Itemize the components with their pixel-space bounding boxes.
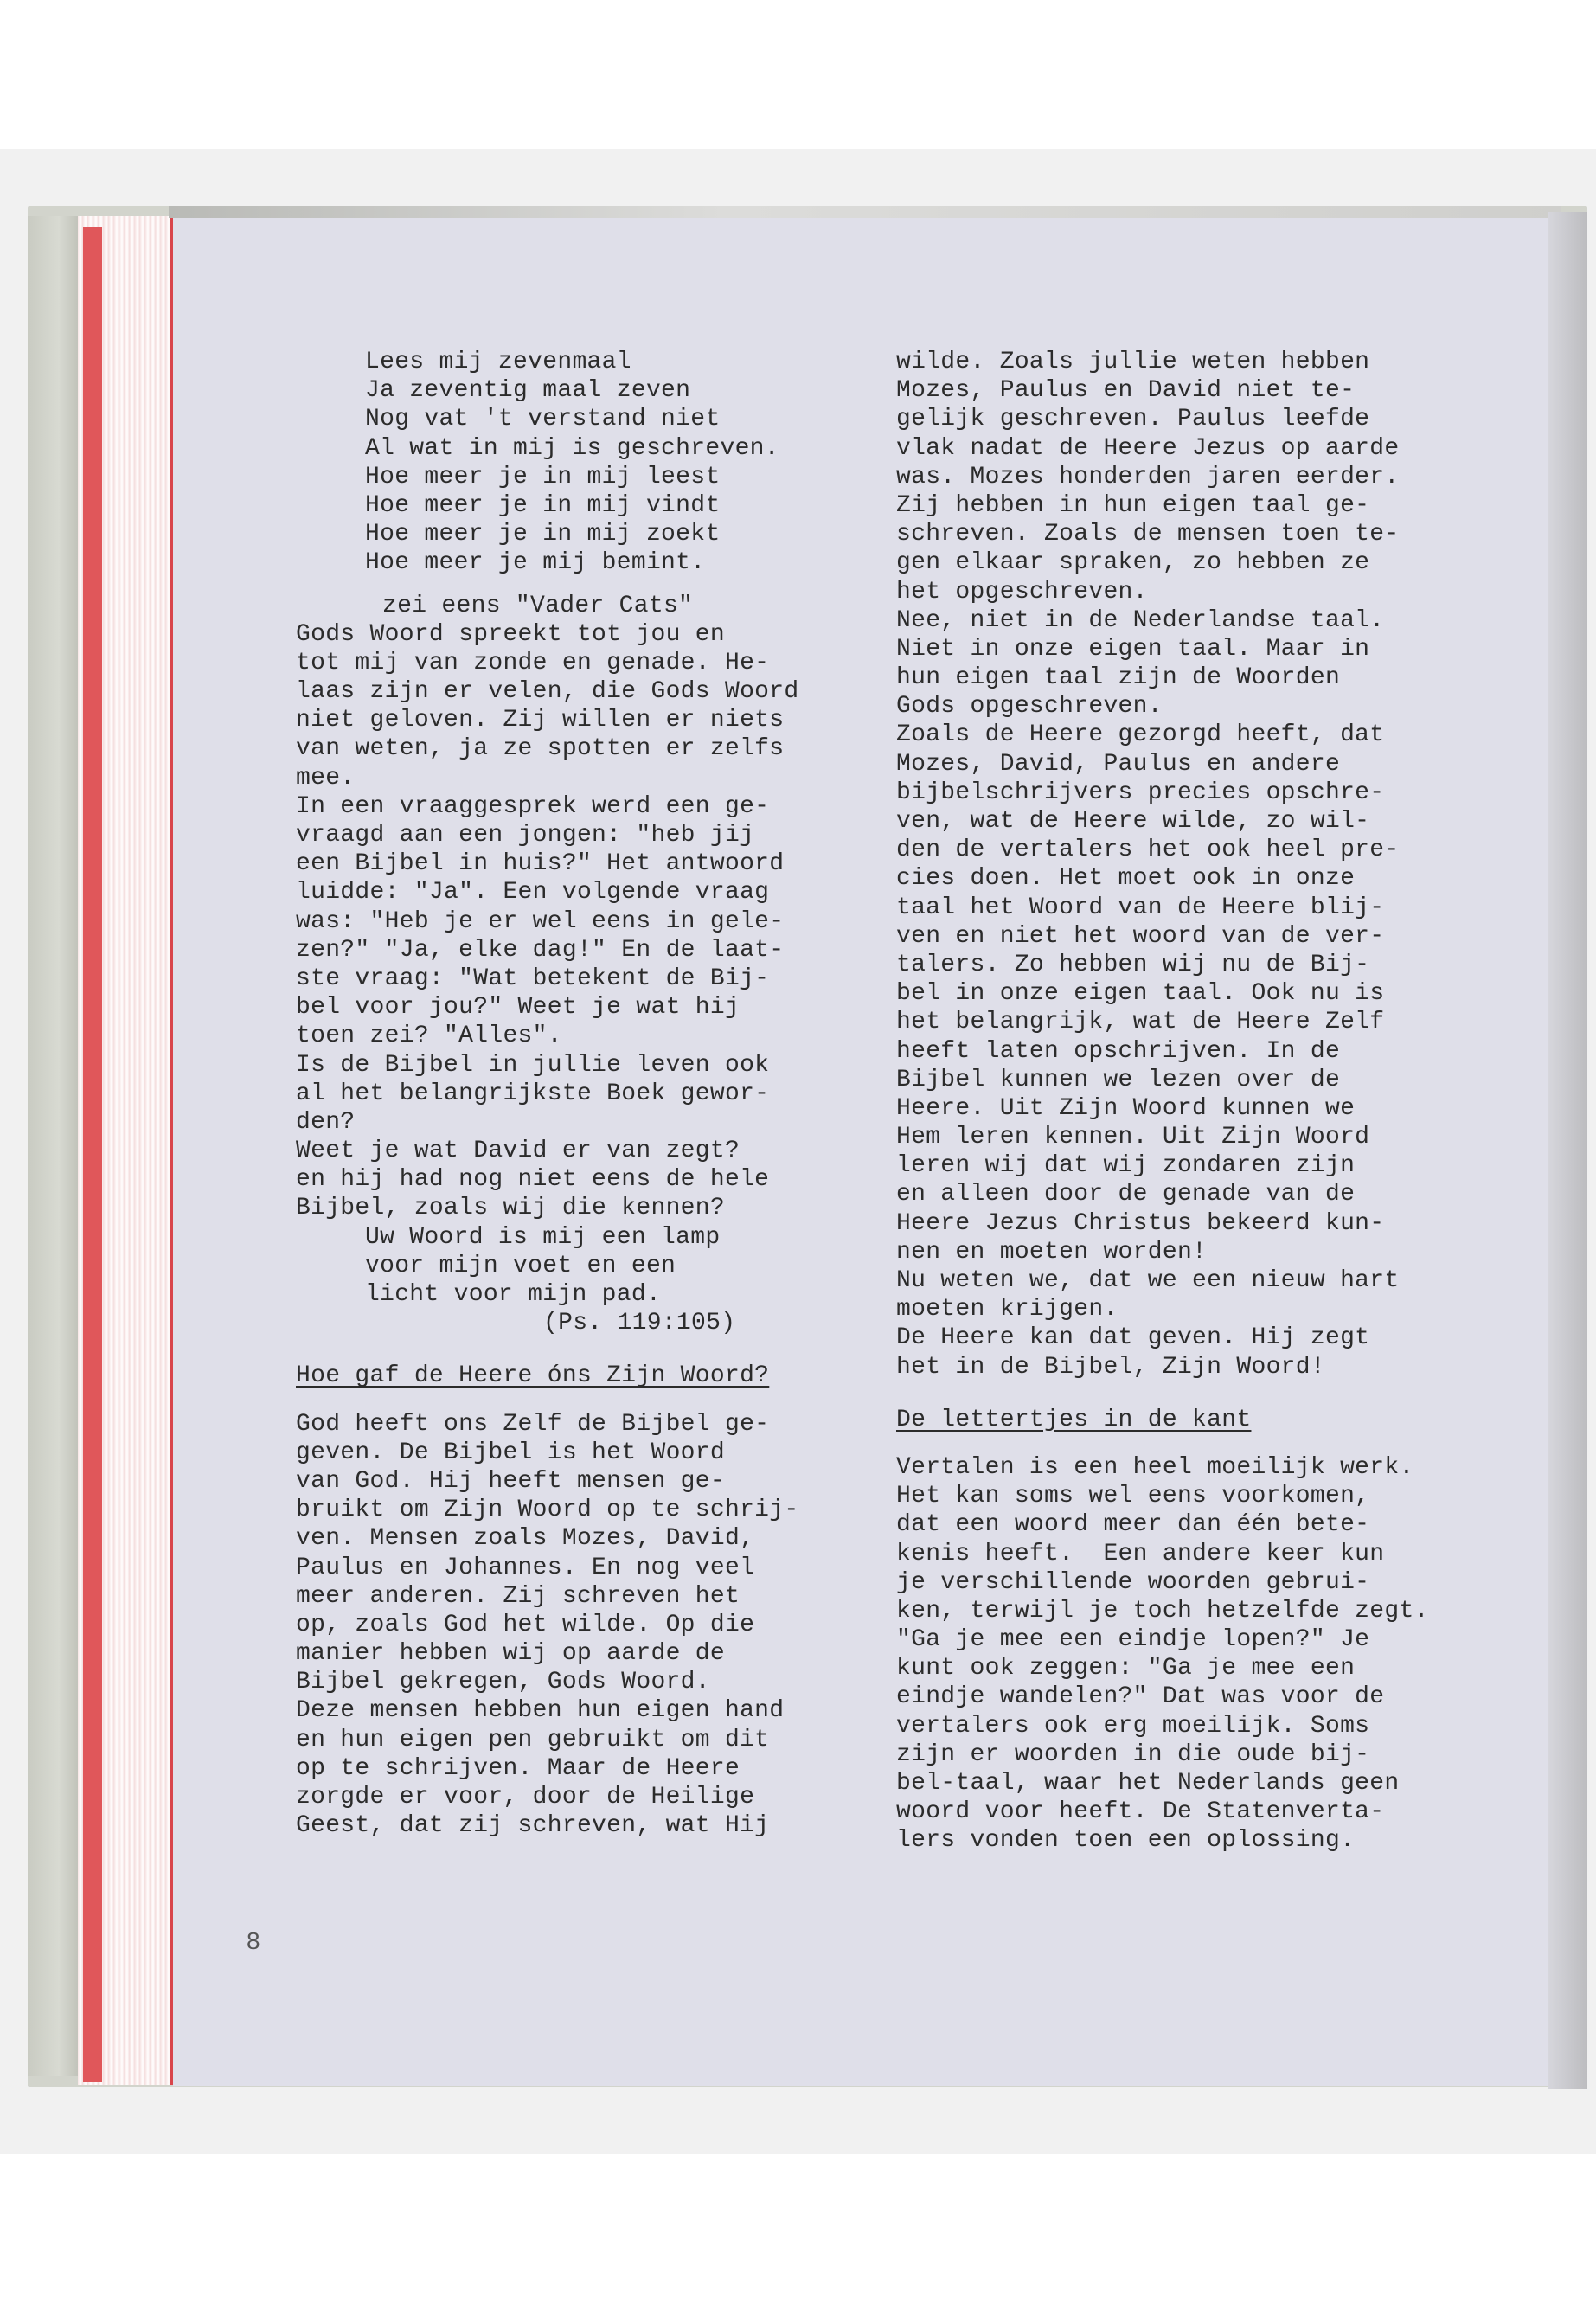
text-line: hun eigen taal zijn de Woorden [896, 664, 1341, 692]
text-line: lers vonden toen een oplossing. [896, 1827, 1356, 1855]
text-line: Bijbel kunnen we lezen over de [896, 1066, 1341, 1093]
text-line: vraagd aan een jongen: "heb jij [296, 822, 755, 849]
text-line: talers. Zo hebben wij nu de Bij- [896, 951, 1370, 978]
spacer [296, 1391, 901, 1410]
poem-line: Lees mij zevenmaal [365, 349, 631, 375]
right-column [896, 348, 1519, 1856]
text-line: laas zijn er velen, die Gods Woord [296, 678, 799, 706]
text-line: "Ga je mee een eindje lopen?" Je [896, 1626, 1370, 1654]
text-line: en hij had nog niet eens de hele [296, 1166, 770, 1194]
text-line: gelijk geschreven. Paulus leefde [896, 406, 1370, 433]
text-line: De Heere kan dat geven. Hij zegt [896, 1324, 1370, 1352]
text-line: kenis heeft. Een andere keer kun [896, 1540, 1385, 1567]
text-line: Mozes, Paulus en David niet te- [896, 377, 1356, 405]
spacer [296, 578, 901, 592]
text-line: ven en niet het woord van de ver- [896, 922, 1385, 950]
text-line: Mozes, David, Paulus en andere [896, 750, 1341, 778]
text-line: Nee, niet in de Nederlandse taal. [896, 606, 1385, 634]
text-line: leren wij dat wij zondaren zijn [896, 1152, 1356, 1180]
text-line: het in de Bijbel, Zijn Woord! [896, 1353, 1325, 1381]
left-column [296, 348, 901, 1840]
text-line: nen en moeten worden! [896, 1238, 1208, 1266]
poem-line: Hoe meer je mij bemint. [365, 549, 706, 577]
text-line: dat een woord meer dan één bete- [896, 1511, 1370, 1539]
text-line: gen elkaar spraken, zo hebben ze [896, 549, 1370, 577]
poem-line: Al wat in mij is geschreven. [365, 434, 779, 462]
text-line: Nu weten we, dat we een nieuw hart [896, 1267, 1400, 1294]
text-line: den? [296, 1108, 356, 1136]
paragraph [296, 620, 901, 1223]
quote-line: licht voor mijn pad. [365, 1281, 662, 1308]
quote-line: voor mijn voet en een [365, 1252, 676, 1279]
text-line: bel-taal, waar het Nederlands geen [896, 1770, 1400, 1797]
spacer [896, 1381, 1519, 1406]
text-line: cies doen. Het moet ook in onze [896, 865, 1356, 893]
poem-line: Nog vat 't verstand niet [365, 406, 721, 433]
text-line: Hem leren kennen. Uit Zijn Woord [896, 1124, 1370, 1151]
text-line: den de vertalers het ook heel pre- [896, 836, 1400, 864]
paragraph [896, 348, 1519, 1381]
page-right-shadow [1548, 212, 1587, 2089]
text-line: Niet in onze eigen taal. Maar in [896, 635, 1370, 663]
text-line: Heere Jezus Christus bekeerd kun- [896, 1209, 1385, 1237]
text-line: moeten krijgen. [896, 1296, 1118, 1324]
text-line: eindje wandelen?" Dat was voor de [896, 1683, 1385, 1711]
text-line: zijn er woorden in die oude bij- [896, 1740, 1370, 1768]
text-line: van weten, ja ze spotten er zelfs [296, 735, 785, 763]
text-line: Bijbel gekregen, Gods Woord. [296, 1669, 710, 1696]
text-line: schreven. Zoals de mensen toen te- [896, 521, 1400, 548]
text-line: geven. De Bijbel is het Woord [296, 1439, 725, 1466]
text-line: vlak nadat de Heere Jezus op aarde [896, 434, 1400, 462]
text-line: Zij hebben in hun eigen taal ge- [896, 491, 1370, 519]
red-page-edge [83, 227, 102, 2082]
text-line: al het belangrijkste Boek gewor- [296, 1080, 770, 1107]
quote-reference: (Ps. 119:105) [543, 1310, 736, 1337]
text-line: niet geloven. Zij willen er niets [296, 707, 785, 734]
text-line: was: "Heb je er wel eens in gele- [296, 907, 785, 935]
text-line: ven. Mensen zoals Mozes, David, [296, 1525, 755, 1553]
text-line: een Bijbel in huis?" Het antwoord [296, 850, 785, 878]
text-line: Zoals de Heere gezorgd heeft, dat [896, 721, 1385, 749]
paragraph [896, 1453, 1519, 1856]
text-line: manier hebben wij op aarde de [296, 1640, 725, 1668]
text-line: Gods opgeschreven. [896, 693, 1163, 721]
text-line: en hun eigen pen gebruikt om dit [296, 1726, 770, 1753]
text-line: Heere. Uit Zijn Woord kunnen we [896, 1094, 1356, 1122]
poem-line: Ja zeventig maal zeven [365, 377, 691, 405]
section-heading: Hoe gaf de Heere óns Zijn Woord? [296, 1362, 770, 1390]
text-line: van God. Hij heeft mensen ge- [296, 1467, 725, 1495]
poem-attribution: zei eens "Vader Cats" [382, 592, 694, 619]
text-line: ken, terwijl je toch hetzelfde zegt. [896, 1597, 1429, 1625]
text-line: woord voor heeft. De Statenverta- [896, 1798, 1385, 1826]
poem-line: Hoe meer je in mij zoekt [365, 521, 721, 548]
text-line: taal het Woord van de Heere blij- [896, 894, 1385, 921]
text-line: vertalers ook erg moeilijk. Soms [896, 1712, 1370, 1740]
text-line: Geest, dat zij schreven, wat Hij [296, 1812, 770, 1840]
book-top-edge [169, 206, 1561, 218]
poem [296, 348, 901, 578]
text-line: ven, wat de Heere wilde, zo wil- [896, 808, 1370, 835]
text-line: tot mij van zonde en genade. He- [296, 649, 770, 676]
text-line: op, zoals God het wilde. Op die [296, 1611, 755, 1638]
text-line: Deze mensen hebben hun eigen hand [296, 1697, 785, 1725]
text-line: het belangrijk, wat de Heere Zelf [896, 1009, 1385, 1036]
page-number: 8 [247, 1927, 260, 1954]
text-line: Bijbel, zoals wij die kennen? [296, 1195, 725, 1222]
text-line: kunt ook zeggen: "Ga je mee een [896, 1655, 1356, 1682]
text-line: toen zei? "Alles". [296, 1022, 562, 1050]
text-line: Paulus en Johannes. En nog veel [296, 1554, 755, 1581]
text-line: Weet je wat David er van zegt? [296, 1138, 740, 1165]
text-line: en alleen door de genade van de [896, 1181, 1356, 1208]
section-heading: De lettertjes in de kant [896, 1406, 1252, 1433]
text-line: bel voor jou?" Weet je wat hij [296, 994, 740, 1022]
text-line: Is de Bijbel in jullie leven ook [296, 1051, 770, 1079]
paragraph [296, 1410, 901, 1841]
poem-line: Hoe meer je in mij leest [365, 463, 721, 490]
quote-line: Uw Woord is mij een lamp [365, 1223, 721, 1251]
text-line: God heeft ons Zelf de Bijbel ge- [296, 1410, 770, 1438]
text-line: je verschillende woorden gebrui- [896, 1568, 1370, 1596]
text-line: luidde: "Ja". Een volgende vraag [296, 879, 770, 907]
text-line: In een vraaggesprek werd een ge- [296, 792, 770, 820]
text-line: meer anderen. Zij schreven het [296, 1582, 740, 1610]
text-line: bruikt om Zijn Woord op te schrij- [296, 1497, 799, 1524]
text-line: was. Mozes honderden jaren eerder. [896, 463, 1400, 490]
book-spine [28, 216, 80, 2076]
text-line: zorgde er voor, door de Heilige [296, 1784, 755, 1811]
spacer [896, 1434, 1519, 1453]
text-line: Vertalen is een heel moeilijk werk. [896, 1453, 1414, 1481]
spacer [296, 1337, 901, 1362]
poem-line: Hoe meer je in mij vindt [365, 491, 721, 519]
text-line: zen?" "Ja, elke dag!" En de laat- [296, 936, 785, 964]
text-line: ste vraag: "Wat betekent de Bij- [296, 965, 770, 992]
text-line: wilde. Zoals jullie weten hebben [896, 349, 1370, 375]
text-line: heeft laten opschrijven. In de [896, 1037, 1341, 1065]
text-line: op te schrijven. Maar de Heere [296, 1754, 740, 1782]
text-line: het opgeschreven. [896, 578, 1148, 606]
text-line: Gods Woord spreekt tot jou en [296, 620, 725, 648]
text-line: bel in onze eigen taal. Ook nu is [896, 980, 1385, 1008]
text-line: mee. [296, 764, 356, 792]
bible-quote [296, 1223, 901, 1338]
text-line: Het kan soms wel eens voorkomen, [896, 1483, 1370, 1510]
text-line: bijbelschrijvers precies opschre- [896, 779, 1385, 806]
